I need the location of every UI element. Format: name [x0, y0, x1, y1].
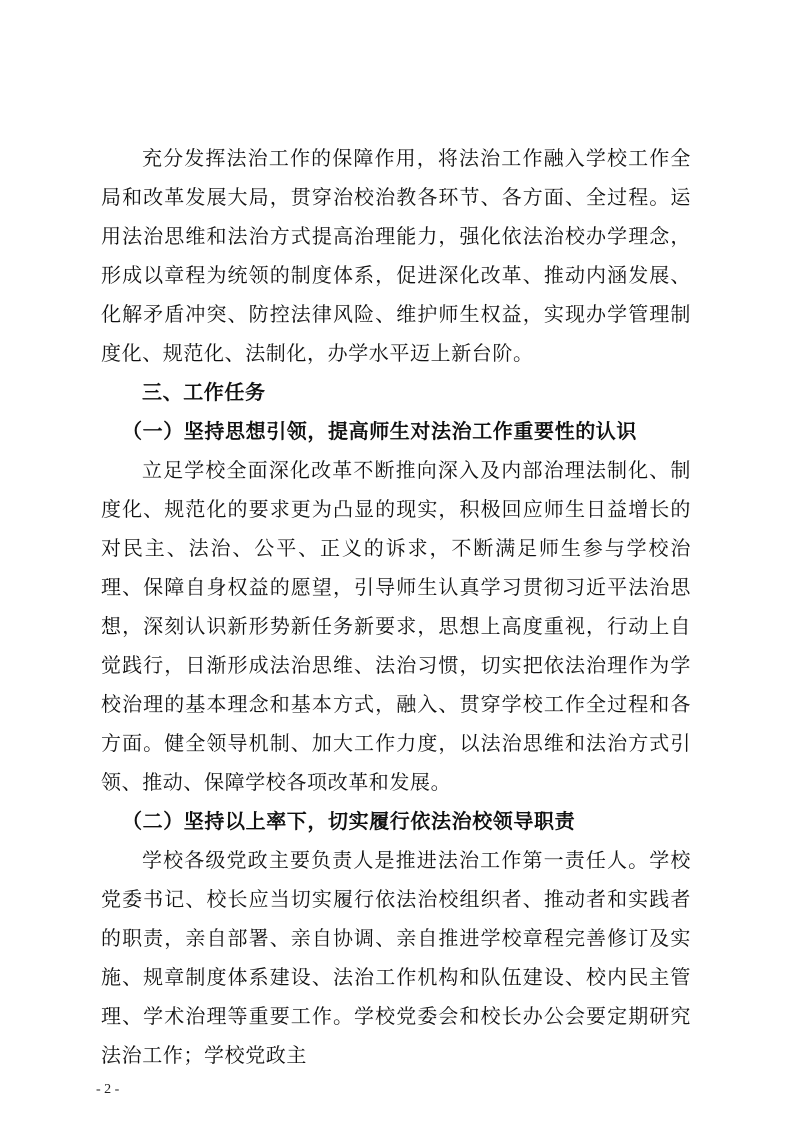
- subsection-heading-2: （二）坚持以上率下，切实履行依法治校领导职责: [122, 809, 576, 833]
- paragraph-goal-summary: 充分发挥法治工作的保障作用，将法治工作融入学校工作全局和改革发展大局，贯穿治校治教各环节、各方面、全过程。运用法治思维和法治方式提高治理能力，强化依法治校办学理念，形成以章程为统领的制度体系，促进深化改革、推动内涵发展、化解矛盾冲突、防控法律风险、维护师生权益，实现办学管理制度化、规范化、法制化，办学水平迈上新台阶。: [101, 146, 691, 365]
- paragraph-subsection-1: 立足学校全面深化改革不断推向深入及内部治理法制化、制度化、规范化的要求更为凸显的现实，积极回应师生日益增长的对民主、法治、公平、正义的诉求，不断满足师生参与学校治理、保障自身权益的愿望，引导师生认真学习贯彻习近平法治思想，深刻认识新形势新任务新要求，思想上高度重视，行动上自觉践行，日渐形成法治思维、法治习惯，切实把依法治理作为学校治理的基本理念和基本方式，融入、贯穿学校工作全过程和各方面。健全领导机制、加大工作力度，以法治思维和法治方式引领、推动、保障学校各项改革和发展。: [101, 458, 691, 794]
- paragraph-subsection-2: 学校各级党政主要负责人是推进法治工作第一责任人。学校党委书记、校长应当切实履行依法治校组织者、推动者和实践者的职责，亲自部署、亲自协调、亲自推进学校章程完善修订及实施、规章制度体系建设、法治工作机构和队伍建设、校内民主管理、学术治理等重要工作。学校党委会和校长办公会要定期研究法治工作；学校党政主: [101, 848, 691, 1067]
- document-body: [101, 139, 691, 1075]
- page-number: - 2 -: [96, 1082, 120, 1097]
- section-heading-work-tasks: 三、工作任务: [142, 380, 266, 404]
- subsection-heading-1: （一）坚持思想引领，提高师生对法治工作重要性的认识: [122, 419, 637, 443]
